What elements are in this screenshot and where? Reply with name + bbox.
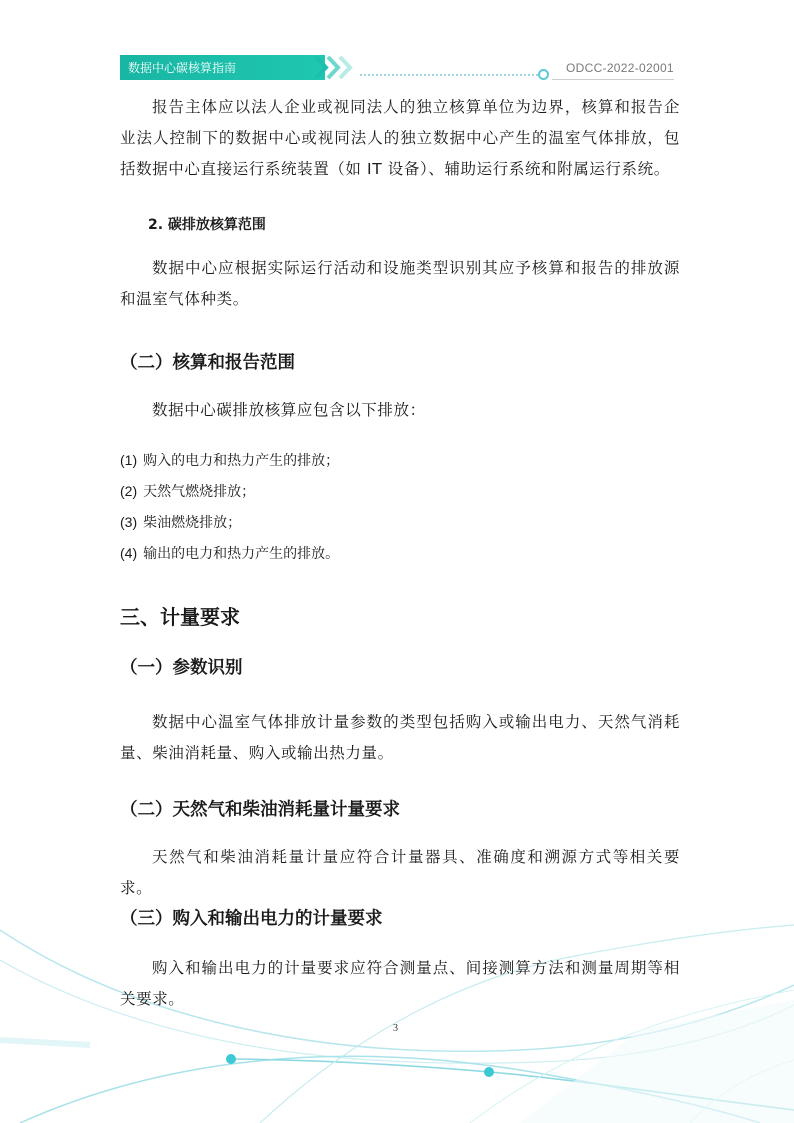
list-item: (3) 柴油燃烧排放； xyxy=(120,514,242,531)
paragraph-power-metering: 购入和输出电力的计量要求应符合测量点、间接测算方法和测量周期等相关要求。 xyxy=(120,959,680,1008)
heading-power-metering: （三）购入和输出电力的计量要求 xyxy=(120,909,383,929)
heading-accounting-scope: （二）核算和报告范围 xyxy=(120,353,295,373)
list-item: (4) 输出的电力和热力产生的排放。 xyxy=(120,545,340,562)
header-dotted-line xyxy=(360,74,538,76)
paragraph-accounting-intro: 数据中心碳排放核算应包含以下排放： xyxy=(152,401,426,419)
header-rule xyxy=(552,79,674,80)
list-item: (1) 购入的电力和热力产生的排放； xyxy=(120,452,340,469)
paragraph-emission-scope: 数据中心应根据实际运行活动和设施类型识别其应予核算和报告的排放源和温室气体种类。 xyxy=(120,259,680,308)
heading-emission-scope: 2. 碳排放核算范围 xyxy=(148,217,266,233)
list-item: (2) 天然气燃烧排放； xyxy=(120,483,256,500)
header-title: 数据中心碳核算指南 xyxy=(128,61,237,75)
decor-dot-left xyxy=(226,1054,236,1064)
heading-gas-diesel: （二）天然气和柴油消耗量计量要求 xyxy=(120,800,400,820)
page-number: 3 xyxy=(393,1023,398,1034)
heading-section-3: 三、计量要求 xyxy=(120,605,240,629)
heading-parameter-identification: （一）参数识别 xyxy=(120,658,243,678)
document-code: ODCC-2022-02001 xyxy=(566,61,674,75)
decor-dot-right xyxy=(484,1067,494,1077)
paragraph-parameter: 数据中心温室气体排放计量参数的类型包括购入或输出电力、天然气消耗量、柴油消耗量、购入或输出热力量。 xyxy=(120,713,680,762)
paragraph-gas-diesel: 天然气和柴油消耗量计量应符合计量器具、准确度和溯源方式等相关要求。 xyxy=(120,848,680,897)
paragraph-boundary: 报告主体应以法人企业或视同法人的独立核算单位为边界，核算和报告企业法人控制下的数据中心或视同法人的独立数据中心产生的温室气体排放，包括数据中心直接运行系统装置（如 IT 设备）、辅助运行系统和附属运行系统。 xyxy=(120,98,680,178)
chevron-arrows-icon xyxy=(314,55,358,80)
header-ring-icon xyxy=(538,69,549,80)
